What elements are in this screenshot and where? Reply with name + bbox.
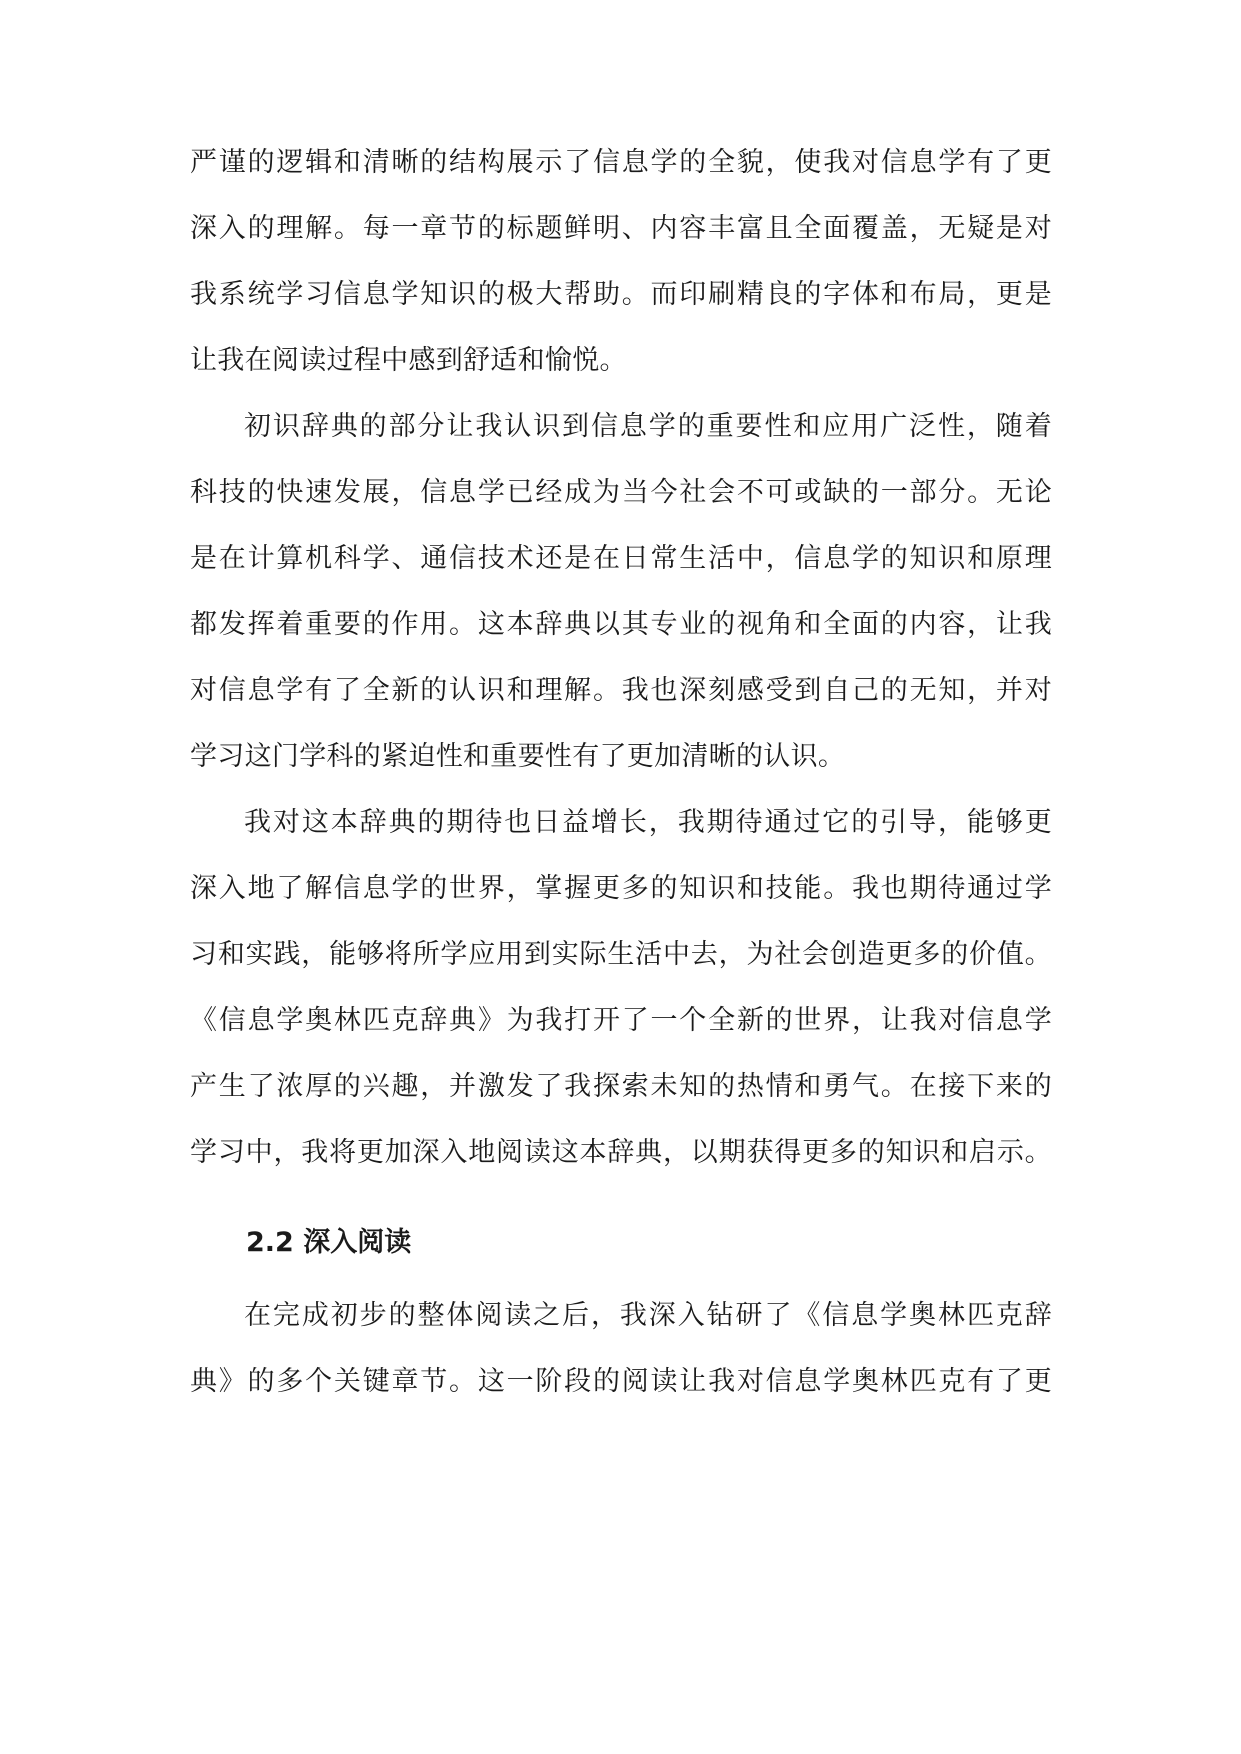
paragraph-line: 都发挥着重要的作用。这本辞典以其专业的视角和全面的内容，让我 [190, 609, 1052, 640]
paragraph-line: 学习这门学科的紧迫性和重要性有了更加清晰的认识。 [190, 741, 846, 772]
paragraph-line: 《信息学奥林匹克辞典》为我打开了一个全新的世界，让我对信息学 [190, 1005, 1052, 1036]
paragraph-line: 学习中，我将更加深入地阅读这本辞典，以期获得更多的知识和启示。 [190, 1137, 1052, 1168]
paragraph-line: 深入地了解信息学的世界，掌握更多的知识和技能。我也期待通过学 [190, 873, 1052, 904]
paragraph-line: 我系统学习信息学知识的极大帮助。而印刷精良的字体和布局，更是 [190, 279, 1052, 310]
paragraph-line: 科技的快速发展，信息学已经成为当今社会不可或缺的一部分。无论 [190, 477, 1052, 508]
paragraph-first-line: 在完成初步的整体阅读之后，我深入钻研了《信息学奥林匹克辞 [244, 1300, 1052, 1331]
paragraph-line: 典》的多个关键章节。这一阶段的阅读让我对信息学奥林匹克有了更 [190, 1366, 1052, 1397]
paragraph-line: 是在计算机科学、通信技术还是在日常生活中，信息学的知识和原理 [190, 543, 1052, 574]
paragraph-line: 产生了浓厚的兴趣，并激发了我探索未知的热情和勇气。在接下来的 [190, 1071, 1052, 1102]
paragraph-line: 让我在阅读过程中感到舒适和愉悦。 [190, 345, 627, 376]
paragraph-line: 对信息学有了全新的认识和理解。我也深刻感受到自己的无知，并对 [190, 675, 1052, 706]
paragraph-line: 严谨的逻辑和清晰的结构展示了信息学的全貌，使我对信息学有了更 [190, 147, 1052, 178]
paragraph-line: 习和实践，能够将所学应用到实际生活中去，为社会创造更多的价值。 [190, 939, 1052, 970]
section-heading: 2.2 深入阅读 [246, 1227, 412, 1258]
paragraph-line: 深入的理解。每一章节的标题鲜明、内容丰富且全面覆盖，无疑是对 [190, 213, 1052, 244]
paragraph-first-line: 初识辞典的部分让我认识到信息学的重要性和应用广泛性，随着 [244, 411, 1052, 442]
paragraph-first-line: 我对这本辞典的期待也日益增长，我期待通过它的引导，能够更 [244, 807, 1052, 838]
